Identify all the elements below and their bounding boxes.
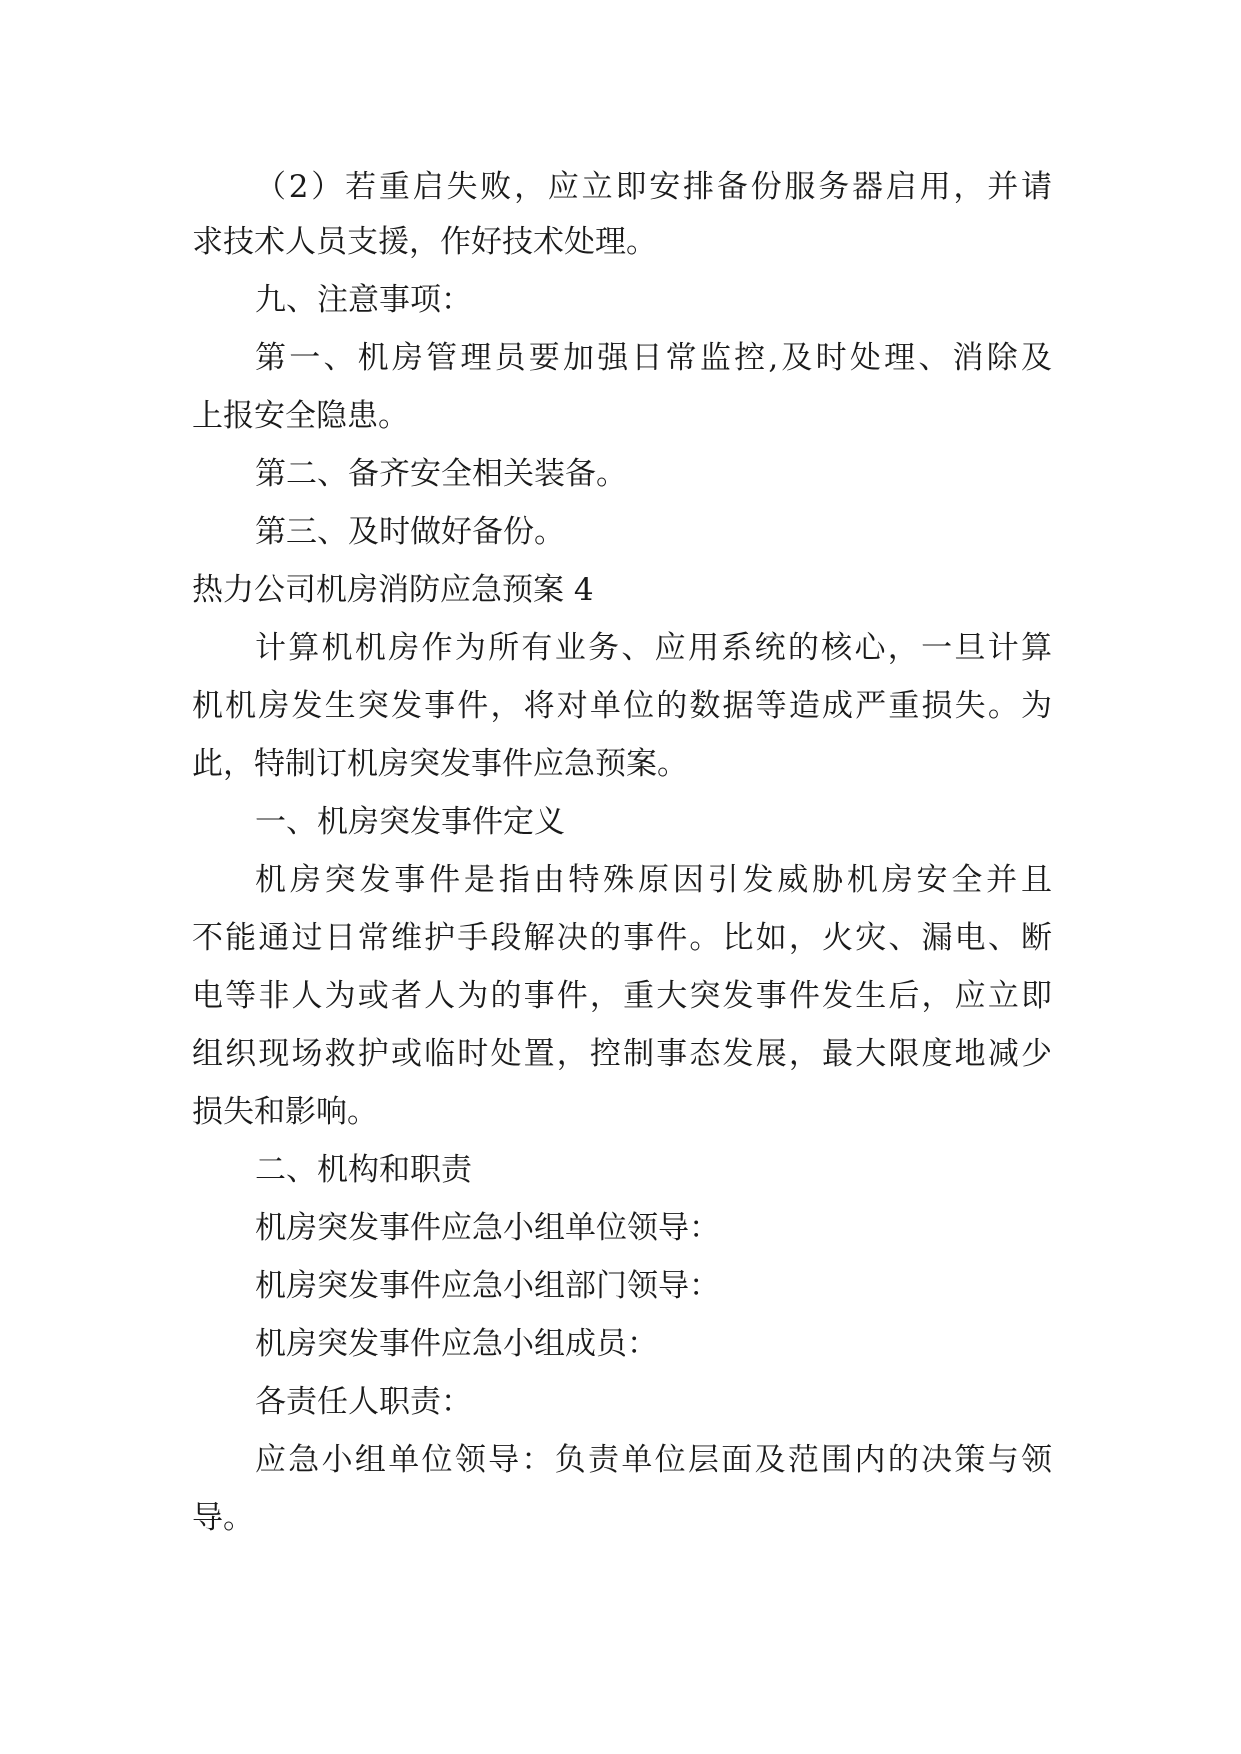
section-heading: 九、注意事项： bbox=[255, 282, 472, 318]
text-line: 上报安全隐患。 bbox=[192, 398, 409, 434]
text-line: 第一、机房管理员要加强日常监控,及时处理、消除及 bbox=[255, 340, 1052, 376]
text-line: 应急小组单位领导：负责单位层面及范围内的决策与领 bbox=[255, 1442, 1052, 1478]
text-line: 导。 bbox=[192, 1500, 254, 1536]
text-line: 机房突发事件应急小组部门领导： bbox=[255, 1268, 720, 1304]
text-line: 机机房发生突发事件，将对单位的数据等造成严重损失。为 bbox=[192, 688, 1052, 724]
text-line: 机房突发事件是指由特殊原因引发威胁机房安全并且 bbox=[255, 862, 1052, 898]
text-line: 机房突发事件应急小组单位领导： bbox=[255, 1210, 720, 1246]
text-line: （2）若重启失败，应立即安排备份服务器启用，并请 bbox=[255, 169, 1052, 205]
text-line: 计算机机房作为所有业务、应用系统的核心，一旦计算 bbox=[255, 630, 1052, 666]
text-line: 第二、备齐安全相关装备。 bbox=[255, 456, 627, 492]
text-line: 求技术人员支援，作好技术处理。 bbox=[192, 224, 657, 260]
text-line: 电等非人为或者人为的事件，重大突发事件发生后，应立即 bbox=[192, 978, 1052, 1014]
text-line: 损失和影响。 bbox=[192, 1094, 378, 1130]
text-line: 组织现场救护或临时处置，控制事态发展，最大限度地减少 bbox=[192, 1036, 1052, 1072]
section-heading: 一、机房突发事件定义 bbox=[255, 804, 565, 840]
text-line: 各责任人职责： bbox=[255, 1384, 472, 1420]
text-line: 不能通过日常维护手段解决的事件。比如，火灾、漏电、断 bbox=[192, 920, 1052, 956]
section-heading: 二、机构和职责 bbox=[255, 1152, 472, 1188]
text-line: 第三、及时做好备份。 bbox=[255, 514, 565, 550]
document-title: 热力公司机房消防应急预案 4 bbox=[192, 572, 594, 608]
text-line: 此，特制订机房突发事件应急预案。 bbox=[192, 746, 688, 782]
text-line: 机房突发事件应急小组成员： bbox=[255, 1326, 658, 1362]
